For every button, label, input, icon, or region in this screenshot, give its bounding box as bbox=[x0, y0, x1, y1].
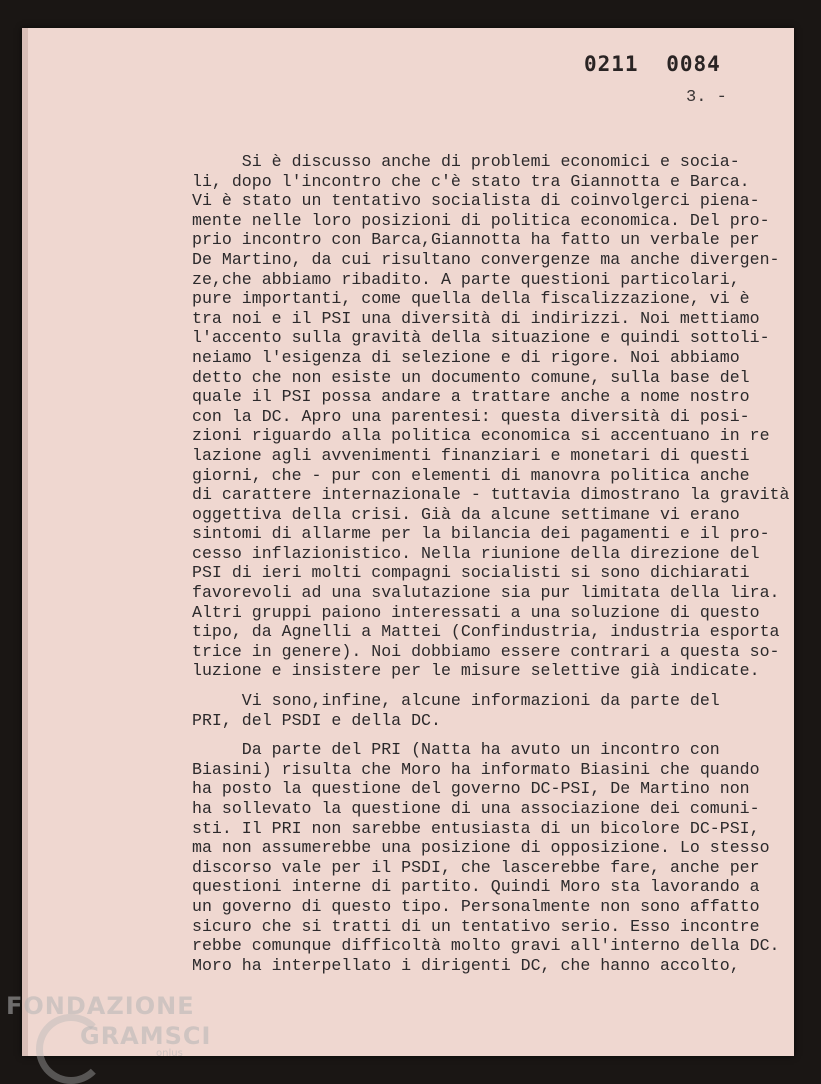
text-line: tra noi e il PSI una diversità di indirizzi. Noi mettiamo bbox=[192, 308, 760, 328]
watermark-onlus: onlus bbox=[156, 1048, 183, 1059]
text-line: sintomi di allarme per la bilancia dei pagamenti e il pro- bbox=[192, 524, 770, 544]
text-line: ze,che abbiamo ribadito. A parte questioni particolari, bbox=[192, 269, 740, 289]
paragraph-gap bbox=[192, 681, 782, 691]
paragraph bbox=[192, 740, 782, 975]
text-line: prio incontro con Barca,Giannotta ha fatto un verbale per bbox=[192, 230, 760, 250]
watermark-line1: FONDAZIONE bbox=[6, 992, 195, 1020]
text-line: cesso inflazionistico. Nella riunione della direzione del bbox=[192, 543, 760, 563]
text-line: ha posto la questione del governo DC-PSI, De Martino non bbox=[192, 779, 750, 799]
text-line: Vi sono,infine, alcune informazioni da parte del bbox=[192, 691, 720, 711]
page-number: 3. - bbox=[686, 88, 727, 107]
text-line: De Martino, da cui risultano convergenze ma anche divergen- bbox=[192, 249, 780, 269]
text-line: PSI di ieri molti compagni socialisti si sono dichiarati bbox=[192, 563, 750, 583]
text-line: Vi è stato un tentativo socialista di coinvolgerci piena- bbox=[192, 191, 760, 211]
text-line: Si è discusso anche di problemi economici e socia- bbox=[192, 152, 740, 171]
text-line: un governo di questo tipo. Personalmente non sono affatto bbox=[192, 896, 760, 916]
text-line: li, dopo l'incontro che c'è stato tra Giannotta e Barca. bbox=[192, 171, 750, 191]
paragraph bbox=[192, 152, 790, 681]
text-line: questioni interne di partito. Quindi Moro sta lavorando a bbox=[192, 877, 760, 897]
text-line: con la DC. Apro una parentesi: questa diversità di posi- bbox=[192, 406, 750, 426]
text-line: favorevoli ad una svalutazione sia pur limitata della lira. bbox=[192, 583, 780, 603]
text-line: pure importanti, come quella della fiscalizzazione, vi è bbox=[192, 289, 750, 309]
text-line: ha sollevato la questione di una associazione dei comuni- bbox=[192, 799, 760, 818]
text-line: tipo, da Agnelli a Mattei (Confindustria, industria esporta bbox=[192, 622, 780, 642]
text-line: giorni, che - pur con elementi di manovra politica anche bbox=[192, 465, 750, 485]
text-line: Moro ha interpellato i dirigenti DC, che hanno accolto, bbox=[192, 955, 740, 975]
gramsci-logo-icon bbox=[36, 1014, 106, 1084]
text-line: sti. Il PRI non sarebbe entusiasta di un bicolore DC-PSI, bbox=[192, 818, 760, 838]
text-line: PRI, del PSDI e della DC. bbox=[192, 710, 441, 730]
fondazione-gramsci-watermark bbox=[6, 992, 211, 1059]
archive-code: 0211 0084 bbox=[584, 52, 721, 76]
text-line: di carattere internazionale - tuttavia dimostrano la gravità bbox=[192, 485, 790, 505]
text-line: luzione e insistere per le misure selettive già indicate. bbox=[192, 661, 760, 681]
typewritten-page bbox=[22, 28, 794, 1056]
page-edge bbox=[22, 28, 28, 1056]
text-line: quale il PSI possa andare a trattare anche a nome nostro bbox=[192, 387, 750, 407]
text-line: ma non assumerebbe una posizione di opposizione. Lo stesso bbox=[192, 838, 770, 858]
document-body bbox=[192, 152, 790, 975]
text-line: rebbe comunque difficoltà molto gravi all'interno della DC. bbox=[192, 936, 780, 956]
text-line: mente nelle loro posizioni di politica economica. Del pro- bbox=[192, 210, 770, 230]
text-line: oggettiva della crisi. Già da alcune settimane vi erano bbox=[192, 504, 740, 524]
paragraph bbox=[192, 691, 782, 730]
text-line: lazione agli avvenimenti finanziari e monetari di questi bbox=[192, 445, 750, 465]
text-line: zioni riguardo alla politica economica si accentuano in re bbox=[192, 426, 770, 446]
text-line: l'accento sulla gravità della situazione e quindi sottoli- bbox=[192, 328, 770, 348]
watermark-line2: GRAMSCI bbox=[80, 1022, 212, 1050]
text-line: Altri gruppi paiono interessati a una soluzione di questo bbox=[192, 602, 760, 622]
text-line: trice in genere). Noi dobbiamo essere contrari a questa so- bbox=[192, 641, 780, 661]
text-line: discorso vale per il PSDI, che lascerebbe fare, anche per bbox=[192, 857, 760, 877]
text-line: sicuro che si tratti di un tentativo serio. Esso incontre bbox=[192, 916, 760, 936]
text-line: Da parte del PRI (Natta ha avuto un incontro con bbox=[192, 740, 720, 760]
text-line: neiamo l'esigenza di selezione e di rigore. Noi abbiamo bbox=[192, 347, 740, 367]
paragraph-gap bbox=[192, 730, 782, 740]
text-line: detto che non esiste un documento comune, sulla base del bbox=[192, 367, 750, 387]
text-line: Biasini) risulta che Moro ha informato Biasini che quando bbox=[192, 759, 760, 779]
